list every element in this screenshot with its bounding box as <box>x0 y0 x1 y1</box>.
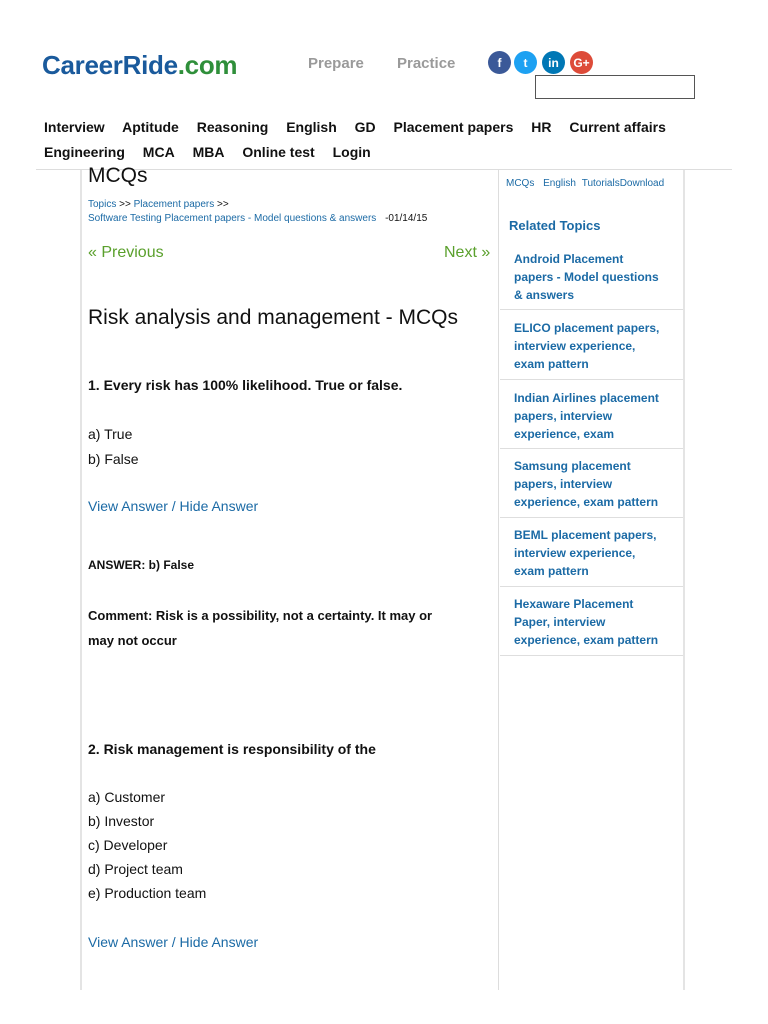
breadcrumb <box>88 199 229 210</box>
related-separator <box>500 586 683 587</box>
related-topic-line: papers, interview <box>514 409 613 423</box>
related-topic-line: Android Placement <box>514 252 624 266</box>
q1-comment-line2: may not occur <box>88 633 177 648</box>
related-topic-line: ELICO placement papers, <box>514 321 660 335</box>
question-1: 1. Every risk has 100% likelihood. True or false. <box>88 377 403 393</box>
practice-link[interactable]: Practice <box>397 55 456 72</box>
q2-option-e: e) Production team <box>88 885 207 901</box>
related-topic-line: Samsung placement <box>514 459 631 473</box>
sidebar-tabs <box>506 178 664 189</box>
q1-comment-line1: Comment: Risk is a possibility, not a certainty. It may or <box>88 608 433 623</box>
breadcrumb-page[interactable]: Software Testing Placement papers - Model questions & answers <box>88 213 377 224</box>
sidebar-right-border <box>683 170 685 990</box>
search-input[interactable] <box>535 75 695 99</box>
related-separator <box>500 379 683 380</box>
nav-online-test[interactable]: Online test <box>242 144 315 160</box>
tab-download[interactable]: Download <box>619 178 665 189</box>
tab-english[interactable]: English <box>543 178 576 189</box>
related-topic-elico[interactable] <box>514 319 674 373</box>
logo-text-domain: .com <box>177 50 238 80</box>
nav-reasoning[interactable]: Reasoning <box>196 119 269 135</box>
q2-option-d: d) Project team <box>88 861 183 877</box>
related-topic-line: exam pattern <box>514 357 589 371</box>
nav-engineering[interactable]: Engineering <box>44 144 125 160</box>
q2-option-a: a) Customer <box>88 789 166 805</box>
main-nav-row1 <box>44 119 680 135</box>
related-topic-line: papers - Model questions <box>514 270 659 284</box>
q1-answer: ANSWER: b) False <box>88 558 195 572</box>
related-topics-heading: Related Topics <box>509 218 601 233</box>
breadcrumb-placement[interactable]: Placement papers <box>133 199 215 210</box>
related-topic-line: experience, exam pattern <box>514 495 659 509</box>
related-separator <box>500 309 683 310</box>
related-topic-indian-airlines[interactable] <box>514 389 674 443</box>
q2-option-c: c) Developer <box>88 837 168 853</box>
q2-option-b: b) Investor <box>88 813 155 829</box>
cut-heading: MCQs <box>88 164 148 187</box>
site-logo[interactable] <box>42 50 237 81</box>
tab-tutorials[interactable]: Tutorials <box>581 178 620 189</box>
related-topic-line: Indian Airlines placement <box>514 391 659 405</box>
related-topic-line: Hexaware Placement <box>514 597 634 611</box>
nav-placement-papers[interactable]: Placement papers <box>393 119 514 135</box>
post-date: -01/14/15 <box>385 213 428 224</box>
related-topic-line: experience, exam <box>514 427 615 441</box>
question-2: 2. Risk management is responsibility of the <box>88 741 376 757</box>
column-divider <box>498 170 499 990</box>
google-plus-icon[interactable]: G+ <box>570 51 593 74</box>
main-left-border <box>80 170 82 990</box>
related-topic-line: BEML placement papers, <box>514 528 657 542</box>
nav-login[interactable]: Login <box>332 144 371 160</box>
nav-gd[interactable]: GD <box>354 119 376 135</box>
nav-english[interactable]: English <box>286 119 337 135</box>
related-separator <box>500 517 683 518</box>
nav-current-affairs[interactable]: Current affairs <box>569 119 666 135</box>
related-topic-hexaware[interactable] <box>514 595 674 649</box>
related-topic-beml[interactable] <box>514 526 674 580</box>
twitter-icon[interactable]: t <box>514 51 537 74</box>
related-topic-line: interview experience, <box>514 546 636 560</box>
linkedin-icon[interactable]: in <box>542 51 565 74</box>
related-separator <box>500 655 683 656</box>
related-topic-line: interview experience, <box>514 339 636 353</box>
nav-hr[interactable]: HR <box>531 119 552 135</box>
previous-link[interactable]: « Previous <box>88 244 164 261</box>
nav-mba[interactable]: MBA <box>192 144 225 160</box>
logo-text-main: CareerRide <box>42 50 178 80</box>
nav-interview[interactable]: Interview <box>44 119 105 135</box>
q1-toggle-answer-link[interactable]: View Answer / Hide Answer <box>88 498 259 514</box>
next-link[interactable]: Next » <box>444 244 491 261</box>
related-topic-line: papers, interview <box>514 477 613 491</box>
q2-toggle-answer-link[interactable]: View Answer / Hide Answer <box>88 934 259 950</box>
nav-aptitude[interactable]: Aptitude <box>122 119 179 135</box>
related-separator <box>500 448 683 449</box>
breadcrumb-sep: >> <box>119 199 131 210</box>
related-topic-line: Paper, interview <box>514 615 606 629</box>
related-topic-android[interactable] <box>514 250 674 304</box>
breadcrumb-topics[interactable]: Topics <box>88 199 117 210</box>
related-topic-line: & answers <box>514 288 575 302</box>
breadcrumb-line2 <box>88 213 427 224</box>
facebook-icon[interactable]: f <box>488 51 511 74</box>
nav-mca[interactable]: MCA <box>142 144 175 160</box>
related-topic-line: experience, exam pattern <box>514 633 659 647</box>
breadcrumb-sep: >> <box>217 199 229 210</box>
prepare-link[interactable]: Prepare <box>308 55 364 72</box>
main-nav-row2 <box>44 144 385 160</box>
related-topic-samsung[interactable] <box>514 457 674 511</box>
tab-mcqs[interactable]: MCQs <box>506 178 535 189</box>
related-topic-line: exam pattern <box>514 564 589 578</box>
q1-option-b: b) False <box>88 451 139 467</box>
page-title: Risk analysis and management - MCQs <box>88 306 458 329</box>
q1-option-a: a) True <box>88 426 133 442</box>
